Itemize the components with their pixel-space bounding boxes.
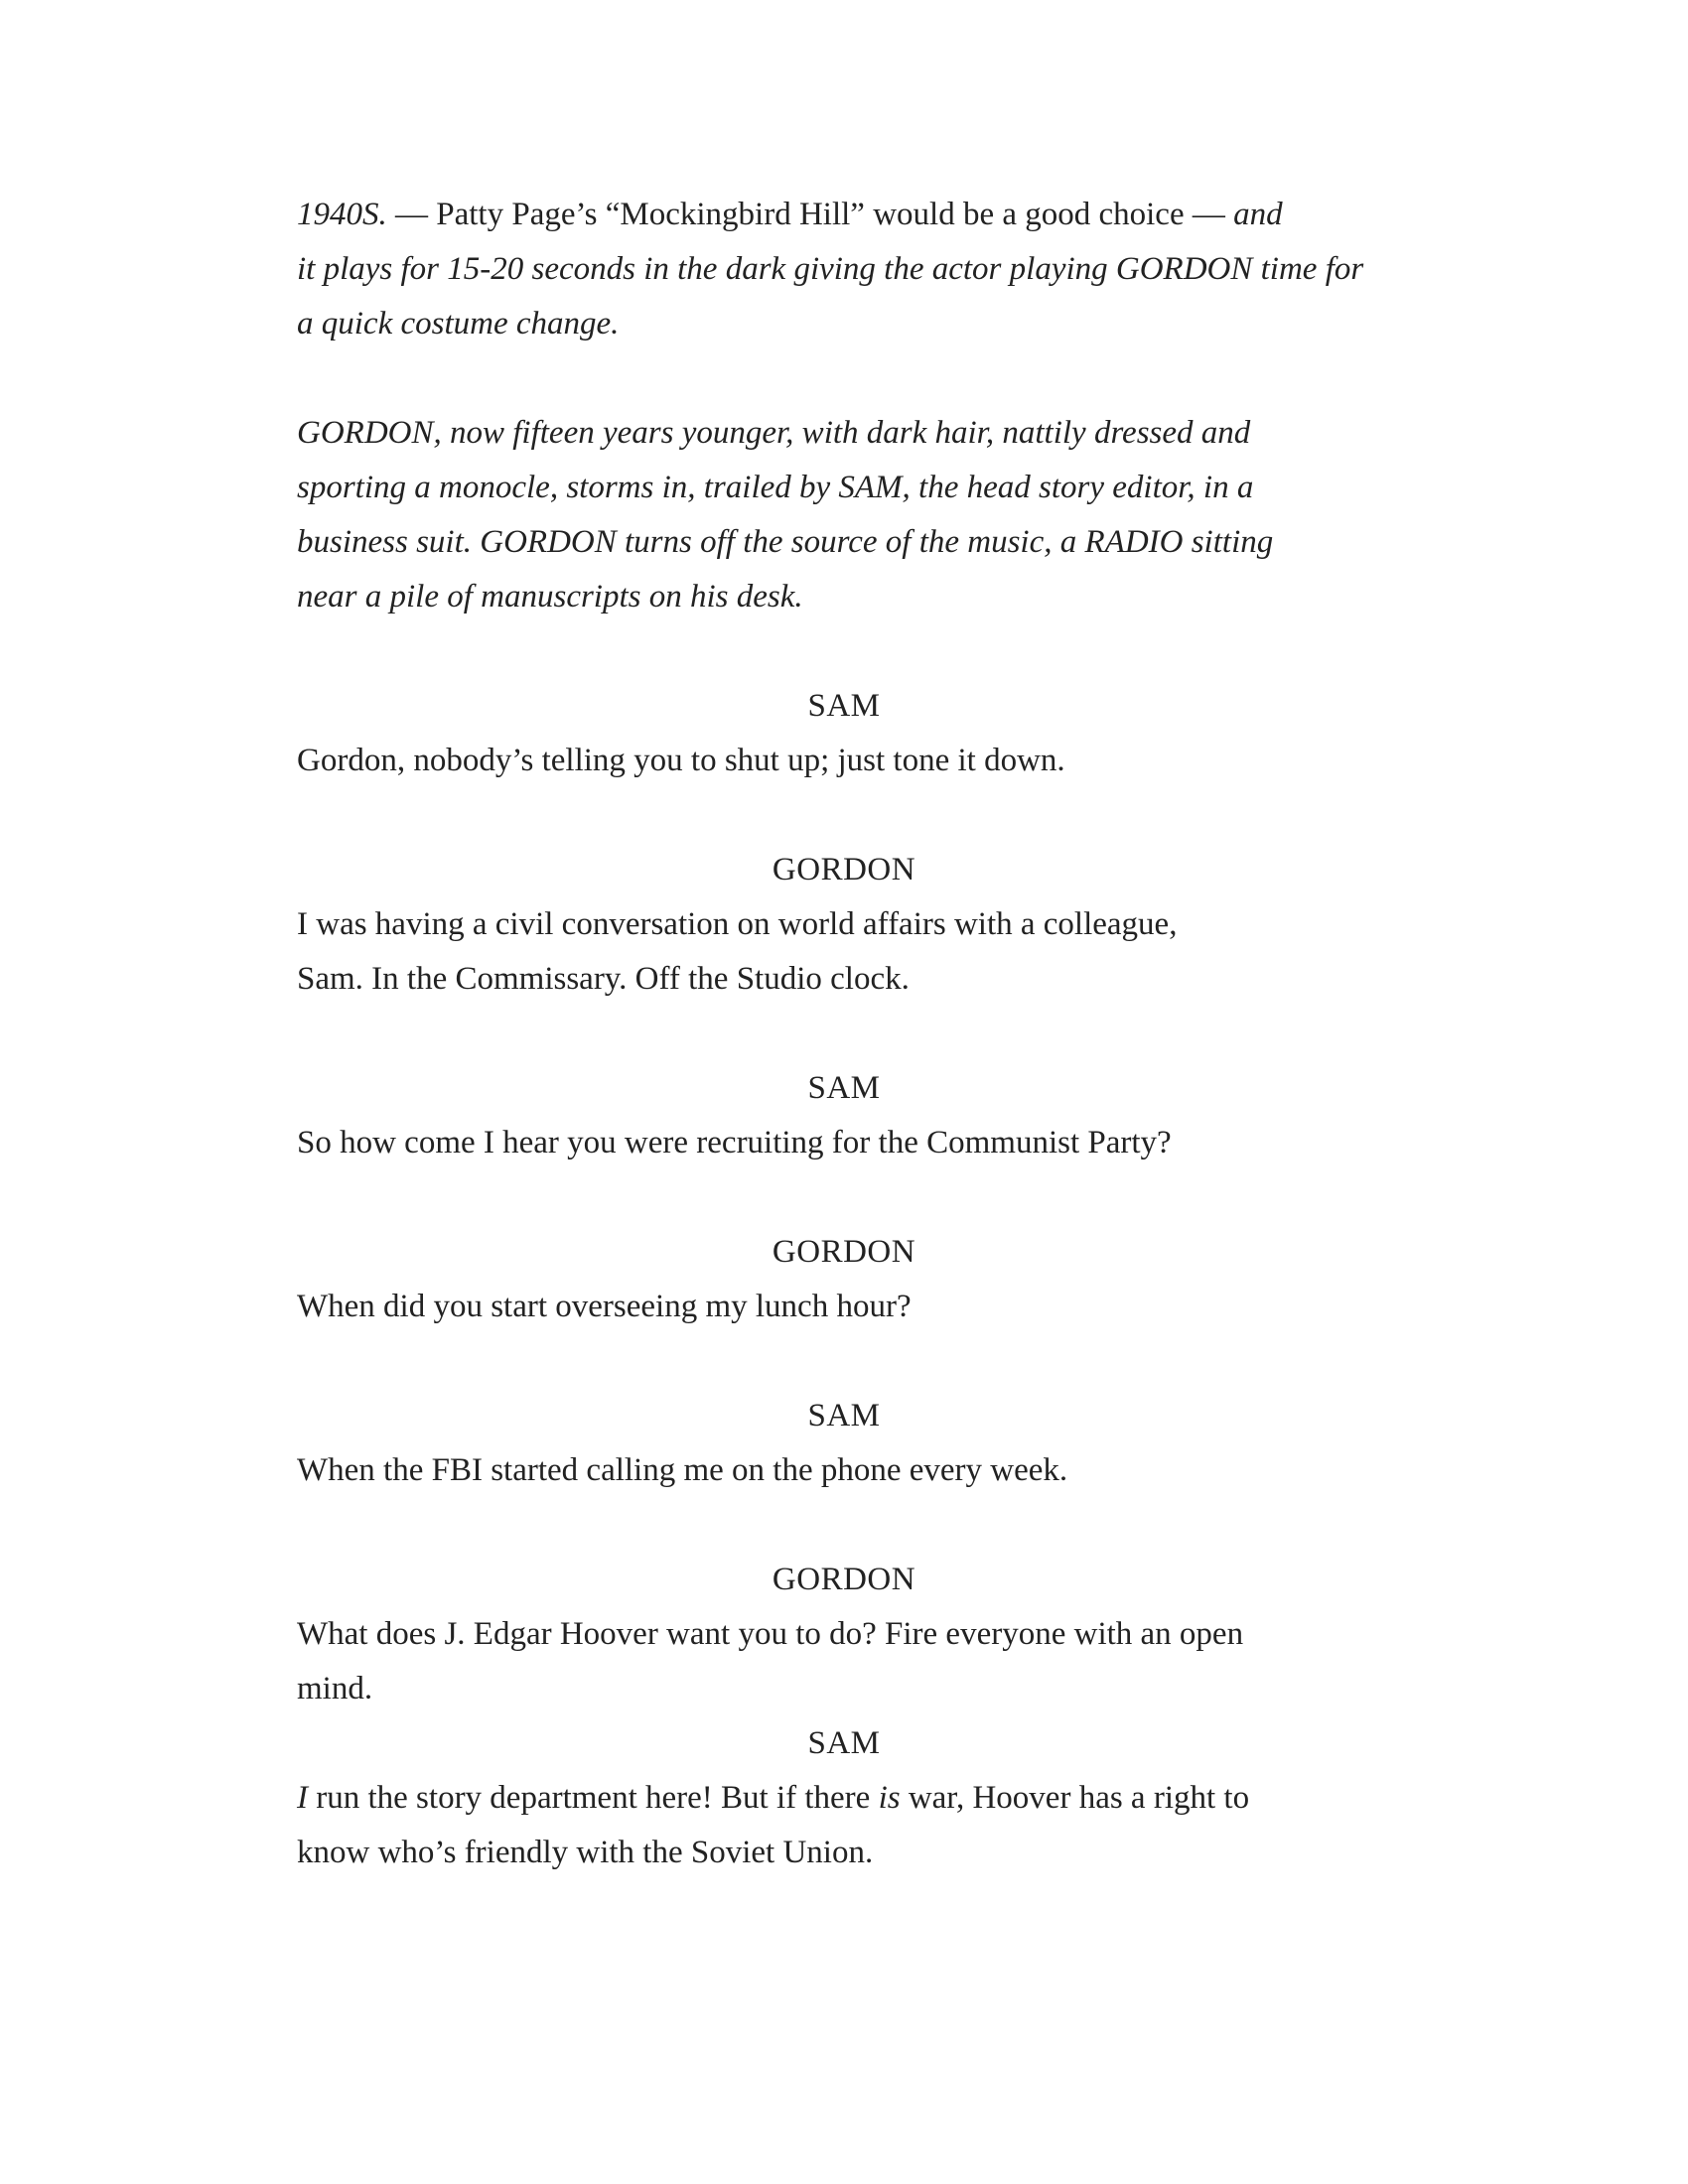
dialogue-line: mind. <box>297 1671 373 1706</box>
character-cue: GORDON <box>772 1562 916 1597</box>
stage-direction-era: 1940S. <box>297 197 387 232</box>
stage-direction-line <box>297 187 1283 242</box>
dialogue-line: know who’s friendly with the Soviet Union. <box>297 1835 874 1870</box>
stage-direction-line: a quick costume change. <box>297 306 620 341</box>
dialogue-segment: run the story department here! But if there <box>308 1780 879 1816</box>
dialogue-line: When did you start overseeing my lunch hour? <box>297 1289 912 1324</box>
emphasis-i: I <box>297 1780 308 1816</box>
dialogue-line: Sam. In the Commissary. Off the Studio clock. <box>297 961 910 997</box>
dialogue-line: What does J. Edgar Hoover want you to do? Fire everyone with an open <box>297 1616 1244 1652</box>
stage-direction-line: near a pile of manuscripts on his desk. <box>297 579 803 614</box>
character-cue: SAM <box>807 1070 881 1106</box>
stage-direction-line: business suit. GORDON turns off the source of the music, a RADIO sitting <box>297 524 1274 560</box>
dialogue-line: When the FBI started calling me on the phone every week. <box>297 1452 1068 1488</box>
dialogue-line: Gordon, nobody’s telling you to shut up; just tone it down. <box>297 743 1065 778</box>
stage-direction-line: sporting a monocle, storms in, trailed by SAM, the head story editor, in a <box>297 470 1254 505</box>
stage-direction-line: it plays for 15-20 seconds in the dark giving the actor playing GORDON time for <box>297 251 1364 287</box>
emphasis-is: is <box>878 1780 901 1816</box>
character-cue: SAM <box>807 1398 881 1433</box>
stage-direction-song: — Patty Page’s “Mockingbird Hill” would be a good choice — <box>386 197 1234 232</box>
dialogue-line <box>297 1770 1249 1826</box>
dialogue-line: I was having a civil conversation on world affairs with a colleague, <box>297 906 1178 942</box>
character-cue: SAM <box>807 1725 881 1761</box>
character-cue: SAM <box>807 688 881 724</box>
character-cue: GORDON <box>772 1234 916 1270</box>
character-cue: GORDON <box>772 852 916 887</box>
dialogue-segment: war, Hoover has a right to <box>900 1780 1250 1816</box>
stage-direction-and: and <box>1233 197 1283 232</box>
stage-direction-line: GORDON, now fifteen years younger, with dark hair, nattily dressed and <box>297 415 1251 451</box>
dialogue-line: So how come I hear you were recruiting for the Communist Party? <box>297 1125 1172 1160</box>
